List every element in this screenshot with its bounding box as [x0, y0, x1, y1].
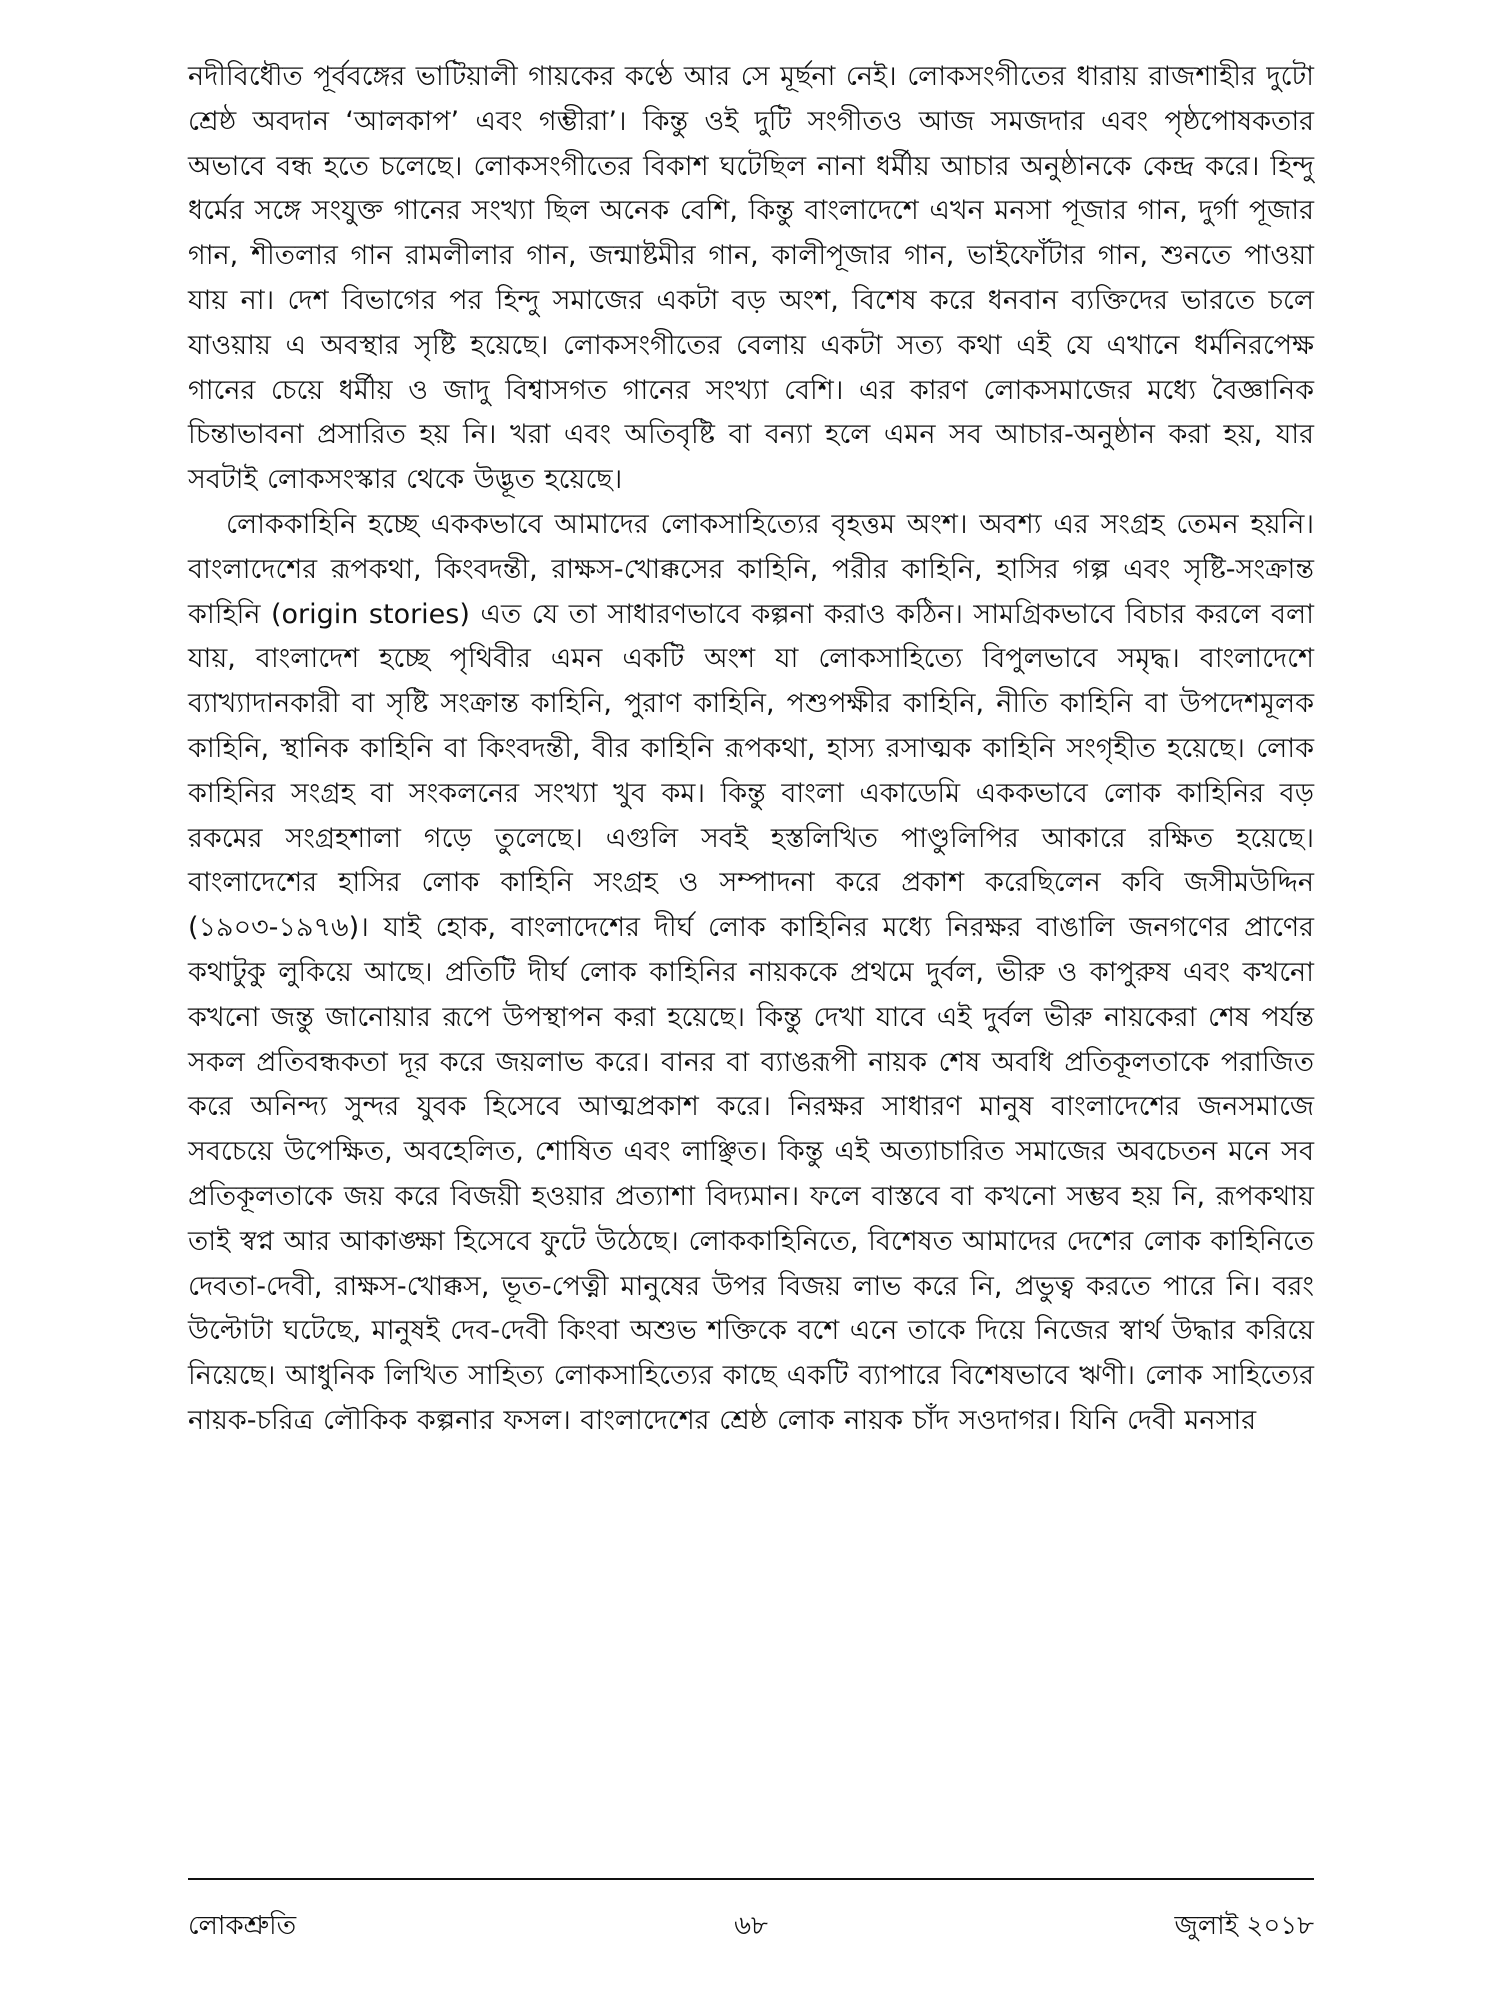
- journal-name: লোকশ্রুতি: [188, 1911, 297, 1941]
- page-footer: [188, 1905, 1314, 1945]
- page-number: ৬৮: [734, 1911, 768, 1941]
- paragraph-folk-music: নদীবিধৌত পূর্ববঙ্গের ভাটিয়ালী গায়কের কণ্ঠে আর সে মূর্ছনা নেই। লোকসংগীতের ধারায় রাজশাহীর দুটো শ্রেষ্ঠ অবদান ‘আলকাপ’ এবং গম্ভীরা’। কিন্তু ওই দুটি সংগীতও আজ সমজদার এবং পৃষ্ঠপোষকতার অভাবে বন্ধ হতে চলেছে। লোকসংগীতের বিকাশ ঘটেছিল নানা ধর্মীয় আচার অনুষ্ঠানকে কেন্দ্র করে। হিন্দু ধর্মের সঙ্গে সংযুক্ত গানের সংখ্যা ছিল অনেক বেশি, কিন্তু বাংলাদেশে এখন মনসা পূজার গান, দুর্গা পূজার গান, শীতলার গান রামলীলার গান, জন্মাষ্টমীর গান, কালীপূজার গান, ভাইফোঁটার গান, শুনতে পাওয়া যায় না। দেশ বিভাগের পর হিন্দু সমাজের একটা বড় অংশ, বিশেষ করে ধনবান ব্যক্তিদের ভারতে চলে যাওয়ায় এ অবস্থার সৃষ্টি হয়েছে। লোকসংগীতের বেলায় একটা সত্য কথা এই যে এখানে ধর্মনিরপেক্ষ গানের চেয়ে ধর্মীয় ও জাদু বিশ্বাসগত গানের সংখ্যা বেশি। এর কারণ লোকসমাজের মধ্যে বৈজ্ঞানিক চিন্তাভাবনা প্রসারিত হয় নি। খরা এবং অতিবৃষ্টি বা বন্যা হলে এমন সব আচার-অনুষ্ঠান করা হয়, যার সবটাই লোকসংস্কার থেকে উদ্ভূত হয়েছে।: [188, 61, 1314, 496]
- issue-date: জুলাই ২০১৮: [1174, 1911, 1314, 1941]
- article-body: [188, 55, 1314, 1444]
- paragraph-folk-tales: লোককাহিনি হচ্ছে এককভাবে আমাদের লোকসাহিত্যের বৃহত্তম অংশ। অবশ্য এর সংগ্রহ তেমন হয়নি। বাংলাদেশের রূপকথা, কিংবদন্তী, রাক্ষস-খোক্কসের কাহিনি, পরীর কাহিনি, হাসির গল্প এবং সৃষ্টি-সংক্রান্ত কাহিনি (origin stories) এত যে তা সাধারণভাবে কল্পনা করাও কঠিন। সামগ্রিকভাবে বিচার করলে বলা যায়, বাংলাদেশ হচ্ছে পৃথিবীর এমন একটি অংশ যা লোকসাহিত্যে বিপুলভাবে সমৃদ্ধ। বাংলাদেশে ব্যাখ্যাদানকারী বা সৃষ্টি সংক্রান্ত কাহিনি, পুরাণ কাহিনি, পশুপক্ষীর কাহিনি, নীতি কাহিনি বা উপদেশমূলক কাহিনি, স্থানিক কাহিনি বা কিংবদন্তী, বীর কাহিনি রূপকথা, হাস্য রসাত্মক কাহিনি সংগৃহীত হয়েছে। লোক কাহিনির সংগ্রহ বা সংকলনের সংখ্যা খুব কম। কিন্তু বাংলা একাডেমি এককভাবে লোক কাহিনির বড় রকমের সংগ্রহশালা গড়ে তুলেছে। এগুলি সবই হস্তলিখিত পাণ্ডুলিপির আকারে রক্ষিত হয়েছে। বাংলাদেশের হাসির লোক কাহিনি সংগ্রহ ও সম্পাদনা করে প্রকাশ করেছিলেন কবি জসীমউদ্দিন (১৯০৩-১৯৭৬)। যাই হোক, বাংলাদেশের দীর্ঘ লোক কাহিনির মধ্যে নিরক্ষর বাঙালি জনগণের প্রাণের কথাটুকু লুকিয়ে আছে। প্রতিটি দীর্ঘ লোক কাহিনির নায়ককে প্রথমে দুর্বল, ভীরু ও কাপুরুষ এবং কখনো কখনো জন্তু জানোয়ার রূপে উপস্থাপন করা হয়েছে। কিন্তু দেখা যাবে এই দুর্বল ভীরু নায়কেরা শেষ পর্যন্ত সকল প্রতিবন্ধকতা দূর করে জয়লাভ করে। বানর বা ব্যাঙরূপী নায়ক শেষ অবধি প্রতিকূলতাকে পরাজিত করে অনিন্দ্য সুন্দর যুবক হিসেবে আত্মপ্রকাশ করে। নিরক্ষর সাধারণ মানুষ বাংলাদেশের জনসমাজে সবচেয়ে উপেক্ষিত, অবহেলিত, শোষিত এবং লাঞ্ছিত। কিন্তু এই অত্যাচারিত সমাজের অবচেতন মনে সব প্রতিকূলতাকে জয় করে বিজয়ী হওয়ার প্রত্যাশা বিদ্যমান। ফলে বাস্তবে বা কখনো সম্ভব হয় নি, রূপকথায় তাই স্বপ্ন আর আকাঙ্ক্ষা হিসেবে ফুটে উঠেছে। লোককাহিনিতে, বিশেষত আমাদের দেশের লোক কাহিনিতে দেবতা-দেবী, রাক্ষস-খোক্কস, ভূত-পেত্নী মানুষের উপর বিজয় লাভ করে নি, প্রভুত্ব করতে পারে নি। বরং উল্টোটা ঘটেছে, মানুষই দেব-দেবী কিংবা অশুভ শক্তিকে বশে এনে তাকে দিয়ে নিজের স্বার্থ উদ্ধার করিয়ে নিয়েছে। আধুনিক লিখিত সাহিত্য লোকসাহিত্যের কাছে একটি ব্যাপারে বিশেষভাবে ঋণী। লোক সাহিত্যের নায়ক-চরিত্র লৌকিক কল্পনার ফসল। বাংলাদেশের শ্রেষ্ঠ লোক নায়ক চাঁদ সওদাগর। যিনি দেবী মনসার: [188, 508, 1314, 1436]
- footer-divider: [188, 1878, 1314, 1880]
